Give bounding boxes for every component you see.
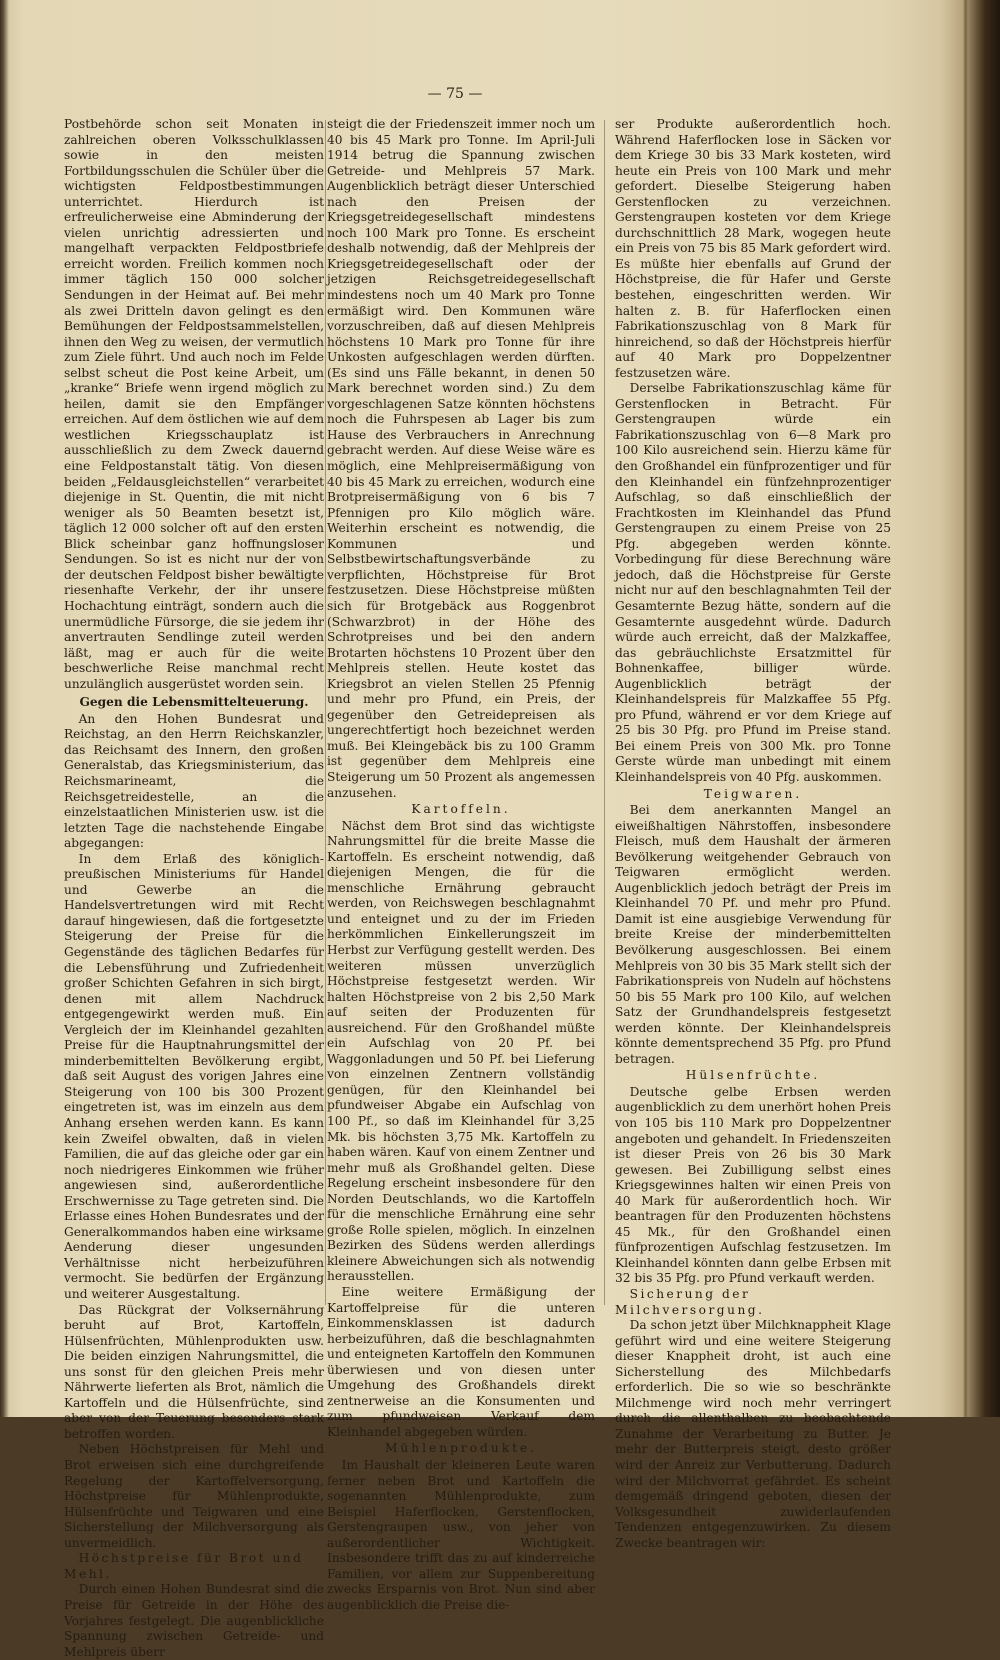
paragraph: Im Haushalt der kleineren Leute waren ferner neben Brot und Kartoffeln die sogenannten Mühlenprodukte, zum Beispiel Haferflocken, Gerstenflocken, Gerstengraupen usw., von jeher von außerordentlicher Wichtigkeit. Insbesondere trifft das zu auf kinderreiche Familien, vor allem zur Suppenbereitung zwecks Ersparnis von Brot. Nun sind aber augenblicklich die Preise die- — [327, 1458, 595, 1612]
column-rule — [604, 120, 605, 1305]
subheading: Sicherung der Milchversorgung. — [615, 1287, 765, 1317]
paragraph: Durch einen Hohen Bundesrat sind die Preise für Getreide in der Höhe des Vorjahres festgelegt. Die augenblickliche Spannung zwischen Getreide- und Mehlpreis überr — [64, 1582, 324, 1659]
paragraph: Da schon jetzt über Milchknappheit Klage geführt wird und eine weitere Steigerung dieser Knappheit droht, ist auch eine Sicherstellung des Milchbedarfs erforderlich. Die so wie so beschränkte Milchmenge wird noch mehr verringert durch die allenthalben zu beobachtende Zunahme der Verarbeitung zu Butter. Je mehr der Butterpreis steigt, desto größer wird der Anreiz zur Verbutterung. Dadurch wird der Milchvorrat gefährdet. Es scheint demgemäß dringend geboten, diesen der Volksgesundheit zuwiderlaufenden Tendenzen entgegenzuwirken. Zu diesem Zwecke beantragen wir: — [615, 1318, 891, 1550]
paragraph: Derselbe Fabrikationszuschlag käme für Gerstenflocken in Betracht. Für Gerstengraupen würde ein Fabrikationszuschlag von 6—8 Mark pro 100 Kilo ausreichend sein. Hierzu käme für den Großhandel ein fünfprozentiger und für den Kleinhandel ein fünfzehnprozentiger Aufschlag, so daß einschließlich der Frachtkosten im Kleinhandel das Pfund Gerstengraupen zu einem Preise von 25 Pfg. abgegeben werden könnte. Vorbedingung für diese Berechnung wäre jedoch, daß die Höchstpreise für Gerste nicht nur auf den beschlagnahmten Teil der Gesamternte Bezug hätte, sondern auf die Gesamternte ausgedehnt würde. Dadurch würde auch erreicht, daß der Malzkaffee, das gebräuchlichste Ersatzmittel für Bohnenkaffee, billiger würde. Augenblicklich beträgt der Kleinhandelspreis für Malzkaffee 55 Pfg. pro Pfund, während er vor dem Kriege auf 25 bis 30 Pfg. pro Pfund im Preise stand. Bei einem Preis von 300 Mk. pro Tonne Gerste würde man unbedingt mit einem Kleinhandelspreis von 40 Pfg. auskommen. — [615, 381, 891, 784]
paragraph: Deutsche gelbe Erbsen werden augenblicklich zu dem unerhört hohen Preis von 105 bis 110 Mark pro Doppelzentner angeboten und gehandelt. In Friedenszeiten ist dieser Preis von 26 bis 30 Mark gewesen. Bei Zubilligung selbst eines Kriegsgewinnes halten wir einen Preis von 40 Mark für außerordentlich hoch. Wir beantragen für den Produzenten höchstens 45 Mk., für den Großhandel einen fünfprozentigen Aufschlag festzusetzen. Im Kleinhandel könnten dann gelbe Erbsen mit 32 bis 35 Pfg. pro Pfund verkauft werden. — [615, 1084, 891, 1286]
paragraph: Postbehörde schon seit Monaten in zahlreichen oberen Volksschulklassen sowie in den meisten Fortbildungsschulen die Schüler über die wichtigsten Feldpostbestimmungen unterrichtet. Hierdurch ist erfreulicherweise eine Abminderung der vielen unrichtig adressierten und mangelhaft verpackten Feldpostbriefe erreicht worden. Freilich kommen noch immer täglich 150 000 solcher Sendungen in der Heimat auf. Bei mehr als zwei Dritteln davon gelingt es den Bemühungen der Feldpostsammelstellen, ihnen den Weg zu weisen, der vermutlich zum Ziele führt. Und auch noch im Felde selbst scheut die Post keine Arbeit, um „kranke“ Briefe wenn irgend möglich zu heilen, damit sie den Empfänger erreichen. Auf dem östlichen wie auf dem westlichen Kriegsschauplatz ist ausschließlich zu dem Zweck dauernd eine Feldpostanstalt tätig. Von diesen beiden „Feldausgleichstellen“ verarbeitet diejenige in St. Quentin, die mit nicht weniger als 50 Beamten besetzt ist, täglich 12 000 solcher oft auf den ersten Blick scheinbar ganz hoffnungsloser Sendungen. So ist es nicht nur der von der deutschen Feldpost bisher bewältigte riesenhafte Verkehr, der ihr unsere Hochachtung einträgt, sondern auch die unermüdliche Fürsorge, die sie jedem ihr anvertrauten Sendlinge zuteil werden läßt, mag er auch für die weite beschwerliche Reise manchmal recht unzulänglich ausgerüstet worden sein. — [64, 117, 324, 691]
paragraph: An den Hohen Bundesrat und Reichstag, an den Herrn Reichskanzler, das Reichsamt des Innern, den großen Generalstab, das Kriegsministerium, das Reichsmarineamt, die Reichsgetreidestelle, an die einzelstaatlichen Ministerien usw. ist die letzten Tage die nachstehende Eingabe abgegangen: — [64, 711, 324, 851]
text-column-1 — [64, 117, 325, 1659]
paragraph: Neben Höchstpreisen für Mehl und Brot erweisen sich eine durchgreifende Regelung der Kartoffelversorgung, Höchstpreise für Mühlenprodukte, Hülsenfrüchte und Teigwaren und eine Sicherstellung der Milchversorgung als unvermeidlich. — [64, 1442, 324, 1550]
subheading: Mühlenprodukte. — [384, 1441, 538, 1456]
paragraph: Bei dem anerkannten Mangel an eiweißhaltigen Nährstoffen, insbesondere Fleisch, muß dem Haushalt der ärmeren Bevölkerung weitgehender Gebrauch von Teigwaren ermöglicht werden. Augenblicklich jedoch beträgt der Preis im Kleinhandel 70 Pf. und mehr pro Pfund. Damit ist eine ausgiebige Verwendung für breite Kreise der minderbemittelten Bevölkerung ausgeschlossen. Bei einem Mehlpreis von 30 bis 35 Mark stellt sich der Fabrikationspreis von Nudeln auf höchstens 50 bis 55 Mark pro 100 Kilo, auf welchen Satz der Grundhandelspreis festgesetzt werden könnte. Der Kleinhandelspreis könnte dementsprechend 35 Pfg. pro Pfund betragen. — [615, 803, 891, 1066]
subheading: Hülsenfrüchte. — [685, 1068, 821, 1083]
page-number: — 75 — — [427, 86, 483, 102]
binding-edge — [963, 0, 968, 1417]
text-column-3 — [615, 117, 891, 1550]
paragraph: Nächst dem Brot sind das wichtigste Nahrungsmittel für die breite Masse die Kartoffeln. Es erscheint notwendig, daß diejenigen Mengen, die für die menschliche Ernährung gebraucht werden, von Reichswegen beschlagnahmt und enteignet und zu der im Frieden herkömmlichen Einkellerungszeit im Herbst zur Verfügung gestellt werden. Des weiteren müssen unverzüglich Höchstpreise festgesetzt werden. Wir halten Höchstpreise von 2 bis 2,50 Mark auf seiten der Produzenten für ausreichend. Für den Großhandel müßte ein Aufschlag von 20 Pf. bei Waggonladungen und 50 Pf. bei Lieferung von einzelnen Zentnern vollständig genügen, für den Kleinhandel bei pfundweiser Abgabe ein Aufschlag von 100 Pf., so daß im Kleinhandel für 3,25 Mk. bis höchsten 3,75 Mk. Kartoffeln zu haben wären. Kauf von einem Zentner und mehr muß als Großhandel gelten. Diese Regelung erscheint insbesondere für den Norden Deutschlands, wo die Kartoffeln für die menschliche Ernährung eine sehr große Rolle spielen, möglich. In einzelnen Bezirken des Südens werden allerdings kleinere Abweichungen sich als notwendig herausstellen. — [327, 818, 595, 1284]
paragraph: ser Produkte außerordentlich hoch. Während Haferflocken lose in Säcken vor dem Kriege 30 bis 33 Mark kosteten, wird heute ein Preis von 100 Mark und mehr gefordert. Dieselbe Steigerung haben Gerstenflocken zu verzeichnen. Gerstengraupen kosteten vor dem Kriege durchschnittlich 28 Mark, wogegen heute ein Preis von 75 bis 85 Mark gefordert wird. Es müßte hier ebenfalls auf Grund der Höchstpreise, die für Hafer und Gerste bestehen, eingeschritten werden. Wir halten z. B. für Haferflocken einen Fabrikationszuschlag von 8 Mark für hinreichend, so daß der Höchstpreis hierfür auf 40 Mark pro Doppelzentner festzusetzen wäre. — [615, 117, 891, 380]
section-heading: Gegen die Lebensmittelteuerung. — [79, 695, 309, 710]
paragraph: Eine weitere Ermäßigung der Kartoffelpreise für die unteren Einkommensklassen ist dadurch herbeizuführen, daß die beschlagnahmten und enteigneten Kartoffeln den Kommunen überwiesen und von diesen unter Umgehung des Großhandels direkt zentnerweise an die Konsumenten und zum pfundweisen Verkauf dem Kleinhandel abgegeben würden. — [327, 1285, 595, 1439]
text-column-2 — [327, 117, 595, 1612]
column-rule — [325, 120, 326, 1305]
subheading: Teigwaren. — [703, 786, 803, 801]
paragraph: steigt die der Friedenszeit immer noch um 40 bis 45 Mark pro Tonne. Im April-Juli 1914 betrug die Spannung zwischen Getreide- und Mehlpreis 57 Mark. Augenblicklich beträgt dieser Unterschied nach den Preisen der Kriegsgetreidegesellschaft mindestens noch 100 Mark pro Tonne. Es erscheint deshalb notwendig, daß der Mehlpreis der Kriegsgetreidegesellschaft oder der jetzigen Reichsgetreidegesellschaft mindestens noch um 40 Mark pro Tonne ermäßigt wird. Den Kommunen wäre vorzuschreiben, daß auf diesen Mehlpreis höchstens 10 Mark pro Tonne für ihre Unkosten aufgeschlagen werden dürften. (Es sind uns Fälle bekannt, in denen 50 Mark berechnet worden sind.) Zu dem vorgeschlagenen Satze könnten höchstens noch die Fuhrspesen ab Lager bis zum Hause des Verbrauchers in Anrechnung gebracht werden. Auf diese Weise wäre es möglich, eine Mehlpreisermäßigung von 40 bis 45 Mark zu erreichen, wodurch eine Brotpreisermäßigung von 6 bis 7 Pfennigen pro Kilo möglich wäre. Weiterhin erscheint es notwendig, die Kommunen und Selbstbewirtschaftungsverbände zu verpflichten, Höchstpreise für Brot festzusetzen. Diese Höchstpreise müßten sich für Brotgebäck aus Roggenbrot (Schwarzbrot) in der Höhe des Schrotpreises und bei den andern Brotarten höchstens 10 Prozent über den Mehlpreis stellen. Heute kostet das Kriegsbrot an vielen Stellen 25 Pfennig und mehr pro Pfund, ein Preis, der gegenüber den Getreidepreisen als ungerechtfertigt hoch bezeichnet werden muß. Bei Kleingebäck bis zu 100 Gramm ist gegenüber dem Mehlpreis eine Steigerung um 50 Prozent als angemessen anzusehen. — [327, 117, 595, 800]
subheading: Höchstpreise für Brot und Mehl. — [64, 1551, 304, 1581]
subheading: Kartoffeln. — [411, 802, 511, 817]
paragraph: In dem Erlaß des königlich-preußischen Ministeriums für Handel und Gewerbe an die Handelsvertretungen wird mit Recht darauf hingewiesen, daß die fortgesetzte Steigerung der Preise für die Gegenstände des täglichen Bedarfes für die Lebensführung und Zufriedenheit großer Schichten Gefahren in sich birgt, denen mit allem Nachdruck entgegengewirkt werden muß. Ein Vergleich der im Kleinhandel gezahlten Preise für die Hauptnahrungsmittel der minderbemittelten Bevölkerung ergibt, daß seit August des vorigen Jahres eine Steigerung von 100 bis 300 Prozent eingetreten ist, was im einzeln aus dem Anhang ersehen werden kann. Es kann kein Zweifel obwalten, daß in vielen Familien, die auf das gleiche oder gar ein noch niedrigeres Einkommen wie früher angewiesen sind, außerordentliche Erschwernisse zu Tage getreten sind. Die Erlasse eines Hohen Bundesrates und der Generalkommandos haben eine wirksame Aenderung dieser ungesunden Verhältnisse nicht herbeizuführen vermocht. Sie bedürfen der Ergänzung und weiterer Ausgestaltung. — [64, 851, 325, 1302]
paragraph: Das Rückgrat der Volksernährung beruht auf Brot, Kartoffeln, Hülsenfrüchten, Mühlenprodukten usw. Die beiden einzigen Nahrungsmittel, die uns sonst für den gleichen Preis mehr Nährwerte lieferten als Brot, nämlich die Kartoffeln und die Hülsenfrüchte, sind aber von der Teuerung besonders stark betroffen worden. — [64, 1302, 324, 1441]
